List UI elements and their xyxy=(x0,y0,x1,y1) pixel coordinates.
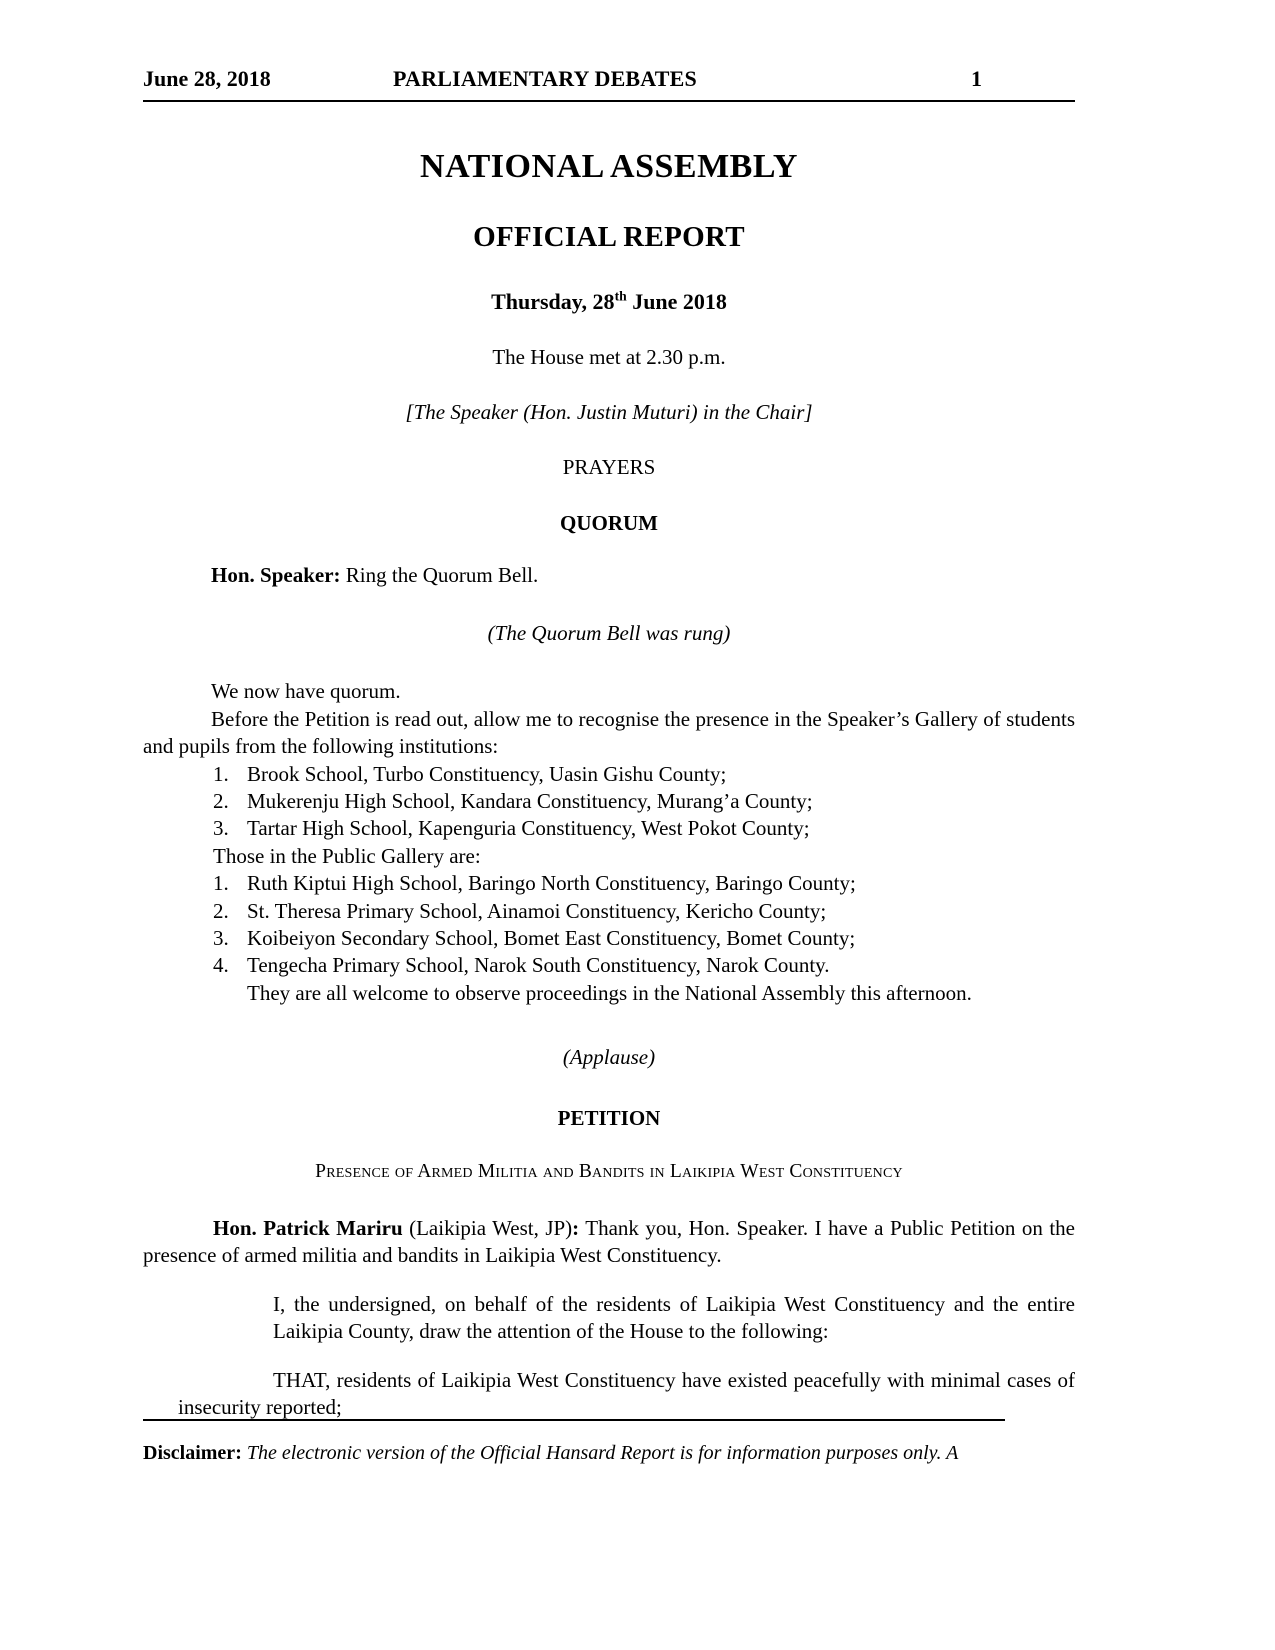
list-number: 4. xyxy=(213,953,229,978)
heading-petition: PETITION xyxy=(557,1106,661,1131)
member-name: Hon. Patrick Mariru xyxy=(213,1216,403,1241)
house-met-line: The House met at 2.30 p.m. xyxy=(492,345,726,369)
member-colon: : xyxy=(572,1216,580,1241)
list-item xyxy=(143,761,1075,788)
sitting-date-prefix: Thursday, 28 xyxy=(491,289,615,314)
list-item xyxy=(143,898,1075,925)
member-constituency: (Laikipia West, JP) xyxy=(402,1216,573,1241)
list-item-label: St. Theresa Primary School, Ainamoi Constituency, Kericho County; xyxy=(247,898,827,923)
welcome-paragraph: They are all welcome to observe proceedings in the National Assembly this afternoon. xyxy=(247,980,972,1005)
title-official-report: OFFICIAL REPORT xyxy=(473,221,745,253)
list-item-label: Koibeiyon Secondary School, Bomet East Constituency, Bomet County; xyxy=(247,925,856,950)
list-number: 3. xyxy=(213,816,229,841)
list-item xyxy=(143,925,1075,952)
speaker-utterance: Ring the Quorum Bell. xyxy=(340,563,539,587)
list-item xyxy=(143,952,1075,979)
footer-disclaimer xyxy=(143,1440,1075,1466)
prayers-line: PRAYERS xyxy=(562,455,656,479)
public-gallery-intro: Those in the Public Gallery are: xyxy=(213,843,481,868)
chair-line: [The Speaker (Hon. Justin Muturi) in the Chair] xyxy=(405,400,813,424)
disclaimer-label: Disclaimer: xyxy=(143,1442,242,1464)
list-item-label: Mukerenju High School, Kandara Constituency, Murang’a County; xyxy=(247,788,813,813)
member-speech-text: Thank you, Hon. Speaker. I have a Public Petition on the presence of armed militia and bandits in Laikipia West Constituency. xyxy=(143,1216,1075,1268)
public-gallery-list xyxy=(143,870,1075,980)
member-speech-paragraph xyxy=(143,1215,1075,1270)
speakers-gallery-list xyxy=(143,761,1075,843)
list-item xyxy=(143,815,1075,842)
list-number: 2. xyxy=(213,788,229,813)
before-petition-paragraph: Before the Petition is read out, allow me to recognise the presence in the Speaker’s Gallery of students and pupils from the following institutions: xyxy=(143,706,1075,759)
petition-body xyxy=(143,1291,1075,1422)
list-number: 2. xyxy=(213,898,229,923)
have-quorum-paragraph: We now have quorum. xyxy=(211,679,401,704)
disclaimer-text: The electronic version of the Official Hansard Report is for information purposes only. A xyxy=(241,1442,959,1464)
header-title: PARLIAMENTARY DEBATES xyxy=(393,66,697,91)
heading-quorum: QUORUM xyxy=(560,511,658,535)
speaker-label: Hon. Speaker: xyxy=(211,563,341,587)
quorum-bell-rung-line: (The Quorum Bell was rung) xyxy=(487,621,731,646)
speaker-quorum-bell-paragraph xyxy=(143,562,1075,589)
header-page-number: 1 xyxy=(971,66,982,91)
list-item-label: Ruth Kiptui High School, Baringo North Constituency, Baringo County; xyxy=(247,871,856,896)
running-header xyxy=(143,66,1075,102)
sitting-date xyxy=(143,289,1075,315)
list-number: 3. xyxy=(213,925,229,950)
footer-divider xyxy=(143,1419,1005,1421)
sitting-date-suffix: June 2018 xyxy=(626,289,727,314)
petition-body-paragraph: I, the undersigned, on behalf of the residents of Laikipia West Constituency and the entire Laikipia County, draw the attention of the House to the following: xyxy=(273,1291,1075,1344)
sitting-date-ordinal: th xyxy=(614,288,627,304)
applause-line: (Applause) xyxy=(562,1045,656,1070)
page-content xyxy=(143,0,1075,1442)
list-item xyxy=(143,788,1075,815)
title-national-assembly: NATIONAL ASSEMBLY xyxy=(420,148,798,185)
list-item-label: Brook School, Turbo Constituency, Uasin Gishu County; xyxy=(247,761,727,786)
list-number: 1. xyxy=(213,871,229,896)
header-date: June 28, 2018 xyxy=(143,66,271,91)
petition-subject: Presence of Armed Militia and Bandits in Laikipia West Constituency xyxy=(315,1161,903,1183)
list-item-label: Tartar High School, Kapenguria Constituency, West Pokot County; xyxy=(247,816,810,841)
list-number: 1. xyxy=(213,761,229,786)
list-item xyxy=(143,870,1075,897)
petition-body-paragraph: THAT, residents of Laikipia West Constituency have existed peacefully with minimal cases of insecurity reported; xyxy=(178,1367,1075,1420)
list-item-label: Tengecha Primary School, Narok South Constituency, Narok County. xyxy=(247,953,830,978)
